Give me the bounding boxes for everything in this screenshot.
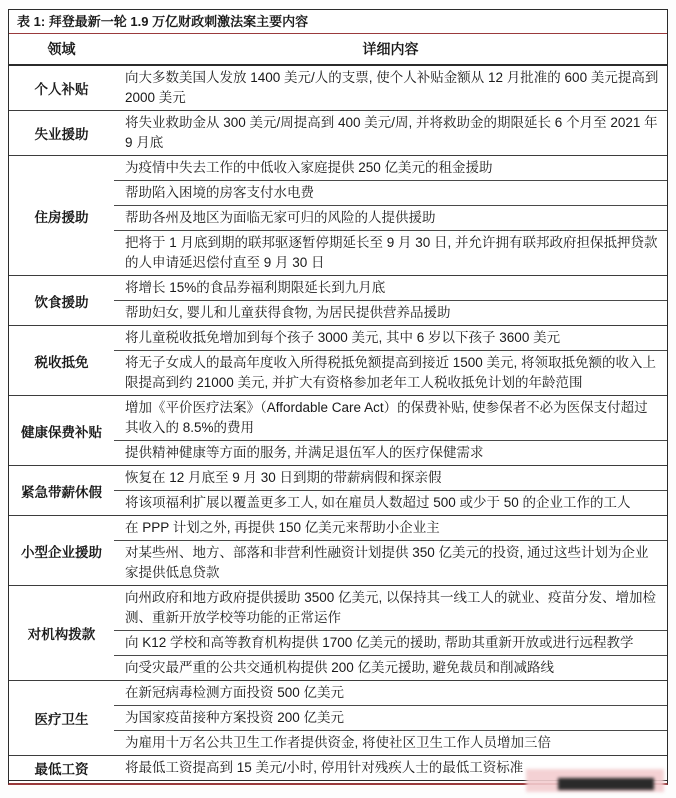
detail-column <box>114 466 667 515</box>
column-header-detail: 详细内容 <box>362 41 419 57</box>
detail-item: 帮助陷入困境的房客支付水电费 <box>114 180 667 205</box>
category-cell: 饮食援助 <box>34 294 89 310</box>
detail-item: 对某些州、地方、部落和非营利性融资计划提供 350 亿美元的投资, 通过这些计划为企业家提供低息贷款 <box>114 540 667 585</box>
detail-item: 向大多数美国人发放 1400 美元/人的支票, 使个人补贴金额从 12 月批准的 600 美元提高到 2000 美元 <box>125 70 659 105</box>
category-cell: 个人补贴 <box>34 82 89 97</box>
table-header-row <box>9 34 667 66</box>
detail-item: 向州政府和地方政府提供援助 3500 亿美元, 以保持其一线工人的就业、疫苗分发、增加检测、重新开放学校等功能的正常运作 <box>125 590 657 625</box>
table-row <box>9 110 667 155</box>
detail-item: 为疫情中失去工作的中低收入家庭提供 250 亿美元的租金援助 <box>125 160 493 175</box>
column-header-field: 领域 <box>47 41 76 57</box>
category-cell: 失业援助 <box>34 127 89 142</box>
detail-item: 向受灾最严重的公共交通机构提供 200 亿美元援助, 避免裁员和削减路线 <box>114 655 667 680</box>
detail-column <box>114 681 667 755</box>
detail-item: 将儿童税收抵免增加到每个孩子 3000 美元, 其中 6 岁以下孩子 3600 美元 <box>125 330 561 345</box>
detail-item: 在 PPP 计划之外, 再提供 150 亿美元来帮助小企业主 <box>125 520 440 535</box>
category-cell: 住房援助 <box>34 209 89 225</box>
detail-column <box>114 586 667 680</box>
table-body <box>9 66 667 781</box>
table-row <box>9 155 667 275</box>
category-cell: 医疗卫生 <box>34 712 89 727</box>
detail-item: 提供精神健康等方面的服务, 并满足退伍军人的医疗保健需求 <box>114 440 667 465</box>
table-row <box>9 465 667 515</box>
table-row <box>9 585 667 680</box>
table-row <box>9 515 667 585</box>
category-cell: 对机构拨款 <box>27 627 96 642</box>
category-cell: 紧急带薪休假 <box>21 484 102 500</box>
detail-column <box>114 111 667 155</box>
detail-item: 在新冠病毒检测方面投资 500 亿美元 <box>125 685 345 700</box>
detail-column <box>114 396 667 465</box>
detail-column <box>114 516 667 585</box>
detail-column <box>114 66 667 110</box>
detail-column <box>114 326 667 395</box>
detail-item: 将该项福利扩展以覆盖更多工人, 如在雇员人数超过 500 或少于 50 的企业工作的工人 <box>114 490 667 515</box>
watermark-smudge <box>558 778 654 790</box>
table-row <box>9 680 667 755</box>
category-cell: 税收抵免 <box>34 354 89 370</box>
detail-column <box>114 156 667 275</box>
table-row <box>9 395 667 465</box>
detail-item: 帮助妇女, 婴儿和儿童获得食物, 为居民提供营养品援助 <box>114 300 667 325</box>
table-row <box>9 325 667 395</box>
detail-item: 恢复在 12 月底至 9 月 30 日到期的带薪病假和探亲假 <box>125 470 442 485</box>
detail-item: 为雇用十万名公共卫生工作者提供资金, 将使社区卫生工作人员增加三倍 <box>114 730 667 755</box>
detail-item: 增加《平价医疗法案》（Affordable Care Act）的保费补贴, 使参保者不必为医保支付超过其收入的 8.5%的费用 <box>125 400 648 435</box>
table-row <box>9 275 667 325</box>
report-table <box>8 9 668 785</box>
detail-item: 将增长 15%的食品券福利期限延长到九月底 <box>125 280 386 295</box>
category-cell: 最低工资 <box>34 762 89 777</box>
detail-item: 向 K12 学校和高等教育机构提供 1700 亿美元的援助, 帮助其重新开放或进行远程教学 <box>114 630 667 655</box>
category-cell: 健康保费补贴 <box>21 424 102 440</box>
detail-item: 将失业救助金从 300 美元/周提高到 400 美元/周, 并将救助金的期限延长 6 个月至 2021 年 9 月底 <box>125 115 658 150</box>
detail-item: 把将于 1 月底到期的联邦驱逐暂停期延长至 9 月 30 日, 并允许拥有联邦政府担保抵押贷款的人申请延迟偿付直至 9 月 30 日 <box>114 230 667 275</box>
detail-column <box>114 276 667 325</box>
table-row <box>9 66 667 110</box>
detail-item: 帮助各州及地区为面临无家可归的风险的人提供援助 <box>114 205 667 230</box>
table-title: 表 1: 拜登最新一轮 1.9 万亿财政刺激法案主要内容 <box>9 10 667 34</box>
detail-item: 为国家疫苗接种方案投资 200 亿美元 <box>114 705 667 730</box>
category-cell: 小型企业援助 <box>21 544 102 560</box>
detail-item: 将无子女成人的最高年度收入所得税抵免额提高到接近 1500 美元, 将领取抵免额的收入上限提高到约 21000 美元, 并扩大有资格参加老年工人税收抵免计划的年龄范围 <box>114 350 667 395</box>
detail-item: 将最低工资提高到 15 美元/小时, 停用针对残疾人士的最低工资标准 <box>125 760 524 775</box>
